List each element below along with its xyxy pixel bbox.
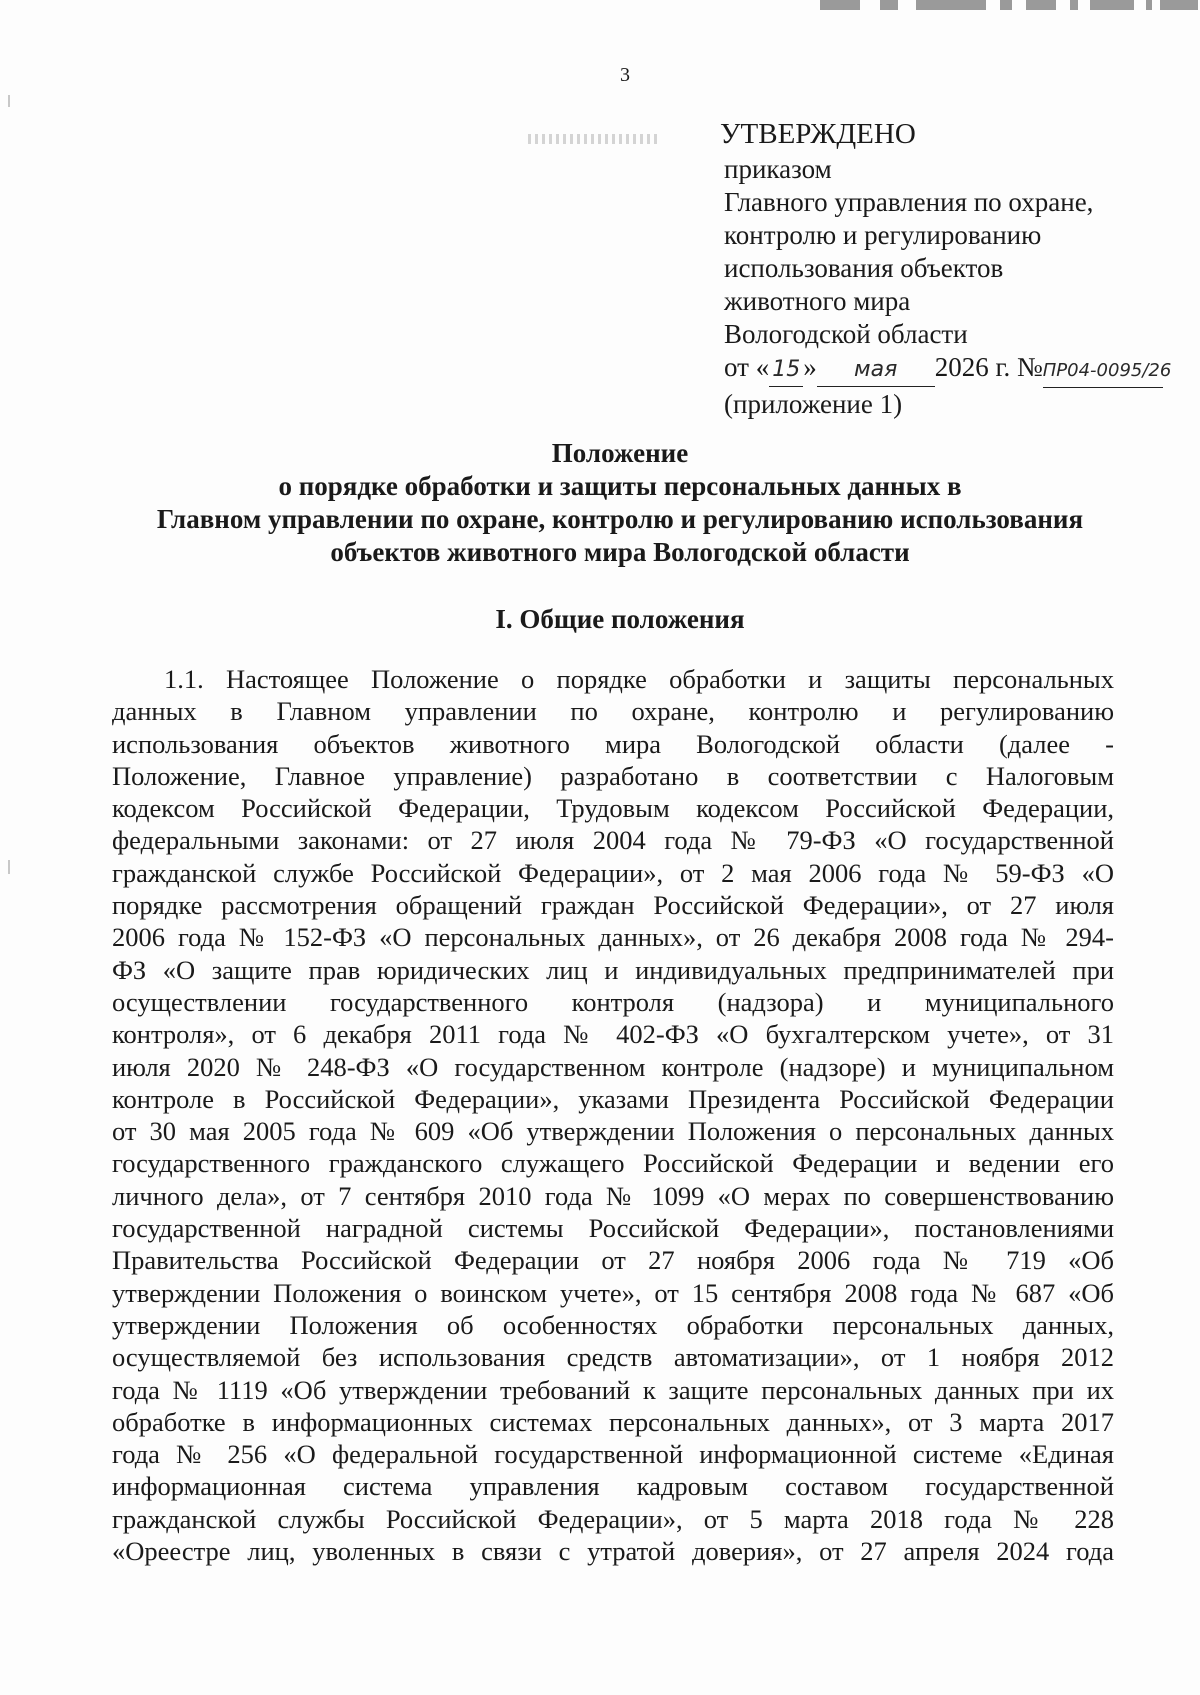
paragraph-line: года № 256 «О федеральной государственной информационной системе «Единая [112,1439,1114,1470]
paragraph-line: июля 2020 № 248-ФЗ «О государственном контроле (надзоре) и муниципальном [112,1051,1114,1082]
paragraph-line: от 30 мая 2005 года № 609 «Об утверждении Положения о персональных данных [112,1116,1114,1147]
approval-line: использования объектов [724,253,1004,283]
paragraph-line: использования объектов животного мира Вологодской области (далее - [112,728,1114,759]
document-title-line: объектов животного мира Вологодской области [330,537,910,567]
paragraph-line: Правительства Российской Федерации от 27 ноября 2006 года № 719 «Об [112,1245,1114,1276]
date-separator: » [803,352,817,382]
page-number: 3 [620,64,630,86]
approved-title: УТВЕРЖДЕНО [720,118,916,150]
paragraph-line: информационная система управления кадровым составом государственной [112,1471,1114,1502]
paragraph-line: осуществляемой без использования средств автоматизации», от 1 ноября 2012 [112,1342,1114,1373]
approval-stamp-block [720,118,1184,421]
document-title [100,437,1140,569]
document-title-line: Положение [551,438,689,468]
handwritten-month: мая [817,353,935,387]
paragraph-line: утверждении Положения о воинском учете», от 15 сентября 2008 года № 687 «Об [112,1277,1114,1308]
approval-date-line [724,351,1184,388]
date-year: 2026 г. № [934,352,1043,382]
scan-edge-artifact [820,0,1200,12]
paragraph-line: обработке в информационных системах персональных данных», от 3 марта 2017 [112,1406,1114,1437]
body-paragraph [112,663,1114,1567]
approval-line: Вологодской области [724,319,968,349]
date-prefix: от « [724,352,770,382]
handwritten-order-number: ПР04-0095/26 [1043,354,1163,388]
paragraph-line: государственной наградной системы Российской Федерации», постановлениями [112,1213,1114,1244]
paragraph-line: 1.1. Настоящее Положение о порядке обработки и защиты персональных [164,664,1114,694]
paragraph-line: контроле в Российской Федерации», указами Президента Российской Федерации [112,1083,1114,1114]
scan-edge-mark [8,860,10,874]
paragraph-line: осуществлении государственного контроля (надзора) и муниципального [112,986,1114,1017]
paragraph-line: года № 1119 «Об утверждении требований к защите персональных данных при их [112,1374,1114,1405]
paragraph-line: порядке рассмотрения обращений граждан Российской Федерации», от 27 июля [112,890,1114,921]
approval-line: приказом [724,154,832,184]
paragraph-line: 2006 года № 152-ФЗ «О персональных данных», от 26 декабря 2008 года № 294- [112,922,1114,953]
paragraph-line: контроля», от 6 декабря 2011 года № 402-ФЗ «О бухгалтерском учете», от 31 [112,1019,1114,1050]
approval-line: животного мира [724,286,911,316]
paragraph-line: Положение, Главное управление) разработано в соответствии с Налоговым [112,760,1114,791]
paragraph-line: ФЗ «О защите прав юридических лиц и индивидуальных предпринимателей при [112,954,1114,985]
section-heading: I. Общие положения [495,604,745,634]
scan-smudge [528,134,658,144]
paragraph-line: гражданской службе Российской Федерации», от 2 мая 2006 года № 59-ФЗ «О [112,857,1114,888]
document-title-line: о порядке обработки и защиты персональных данных в [278,471,962,501]
paragraph-line: государственного гражданского служащего Российской Федерации и ведении его [112,1148,1114,1179]
paragraph-line: федеральными законами: от 27 июля 2004 года № 79-ФЗ «О государственной [112,825,1114,856]
document-title-line: Главном управлении по охране, контролю и регулированию использования [156,504,1084,534]
paragraph-line: «Ореестре лиц, уволенных в связи с утратой доверия», от 27 апреля 2024 года [112,1536,1114,1567]
paragraph-line: данных в Главном управлении по охране, контролю и регулированию [112,696,1114,727]
approval-line: контролю и регулированию [724,220,1042,250]
paragraph-line: утверждении Положения об особенностях обработки персональных данных, [112,1309,1114,1340]
paragraph-line: личного дела», от 7 сентября 2010 года № 1099 «О мерах по совершенствованию [112,1180,1114,1211]
approval-line: Главного управления по охране, [724,187,1094,217]
scan-edge-mark [8,95,10,107]
handwritten-day: 15 [769,353,803,387]
paragraph-line: кодексом Российской Федерации, Трудовым кодексом Российской Федерации, [112,793,1114,824]
approval-appendix: (приложение 1) [724,389,903,419]
paragraph-line: гражданской службы Российской Федерации», от 5 марта 2018 года № 228 [112,1503,1114,1534]
